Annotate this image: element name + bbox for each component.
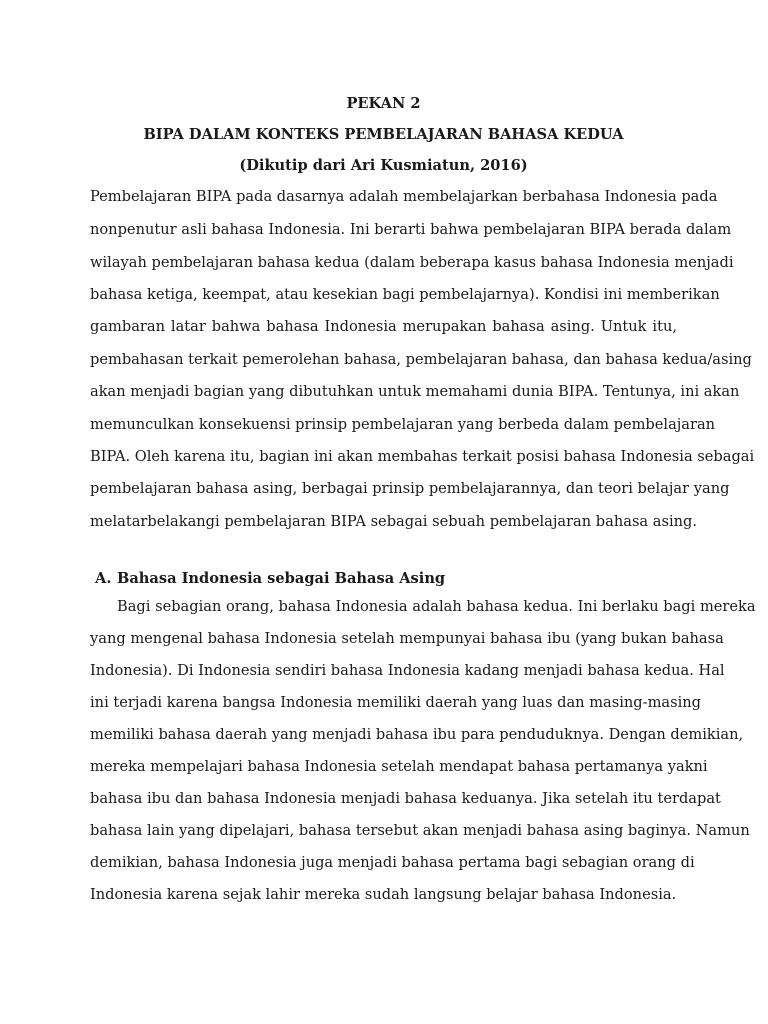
paragraph-line: Pembelajaran BIPA pada dasarnya adalah membelajarkan berbahasa Indonesia pada [90,188,718,205]
paragraph-line: ini terjadi karena bangsa Indonesia memiliki daerah yang luas dan masing-masing [90,694,702,711]
citation: (Dikutip dari Ari Kusmiatun, 2016) [239,157,528,174]
paragraph-line: BIPA. Oleh karena itu, bagian ini akan membahas terkait posisi bahasa Indonesia sebagai [90,448,755,465]
paragraph-line: bahasa ketiga, keempat, atau kesekian bagi pembelajarnya). Kondisi ini memberikan [90,286,720,303]
section-letter: A. [95,570,112,587]
paragraph-line: demikian, bahasa Indonesia juga menjadi bahasa pertama bagi sebagian orang di [90,854,695,871]
paragraph-line: nonpenutur asli bahasa Indonesia. Ini berarti bahwa pembelajaran BIPA berada dalam [90,221,732,238]
paragraph-line: bahasa ibu dan bahasa Indonesia menjadi bahasa keduanya. Jika setelah itu terdapat [90,790,721,807]
paragraph-line: bahasa lain yang dipelajari, bahasa tersebut akan menjadi bahasa asing baginya. Namun [90,822,750,839]
paragraph-line: akan menjadi bagian yang dibutuhkan untuk memahami dunia BIPA. Tentunya, ini akan [90,383,740,400]
paragraph-line: Indonesia karena sejak lahir mereka sudah langsung belajar bahasa Indonesia. [90,886,677,903]
paragraph-line: melatarbelakangi pembelajaran BIPA sebagai sebuah pembelajaran bahasa asing. [90,513,698,530]
paragraph-line: Indonesia). Di Indonesia sendiri bahasa Indonesia kadang menjadi bahasa kedua. Hal [90,662,725,679]
week-heading: PEKAN 2 [346,95,421,112]
paragraph-line: mereka mempelajari bahasa Indonesia setelah mendapat bahasa pertamanya yakni [90,758,708,775]
paragraph-line: yang mengenal bahasa Indonesia setelah mempunyai bahasa ibu (yang bukan bahasa [90,630,724,647]
paragraph-line: Bagi sebagian orang, bahasa Indonesia adalah bahasa kedua. Ini berlaku bagi mereka [117,598,756,615]
paragraph-line: pembahasan terkait pemerolehan bahasa, pembelajaran bahasa, dan bahasa kedua/asing [90,351,752,368]
section-heading [95,569,445,589]
paragraph-line: memiliki bahasa daerah yang menjadi bahasa ibu para penduduknya. Dengan demikian, [90,726,744,743]
paragraph-line: pembelajaran bahasa asing, berbagai prinsip pembelajarannya, dan teori belajar yang [90,480,730,497]
paragraph-line: wilayah pembelajaran bahasa kedua (dalam beberapa kasus bahasa Indonesia menjadi [90,254,734,271]
paragraph-line: gambaran latar bahwa bahasa Indonesia merupakan bahasa asing. Untuk itu, [90,318,677,335]
document-title: BIPA DALAM KONTEKS PEMBELAJARAN BAHASA KEDUA [143,126,624,143]
paragraph-line: memunculkan konsekuensi prinsip pembelajaran yang berbeda dalam pembelajaran [90,416,716,433]
section-title: Bahasa Indonesia sebagai Bahasa Asing [117,570,446,587]
